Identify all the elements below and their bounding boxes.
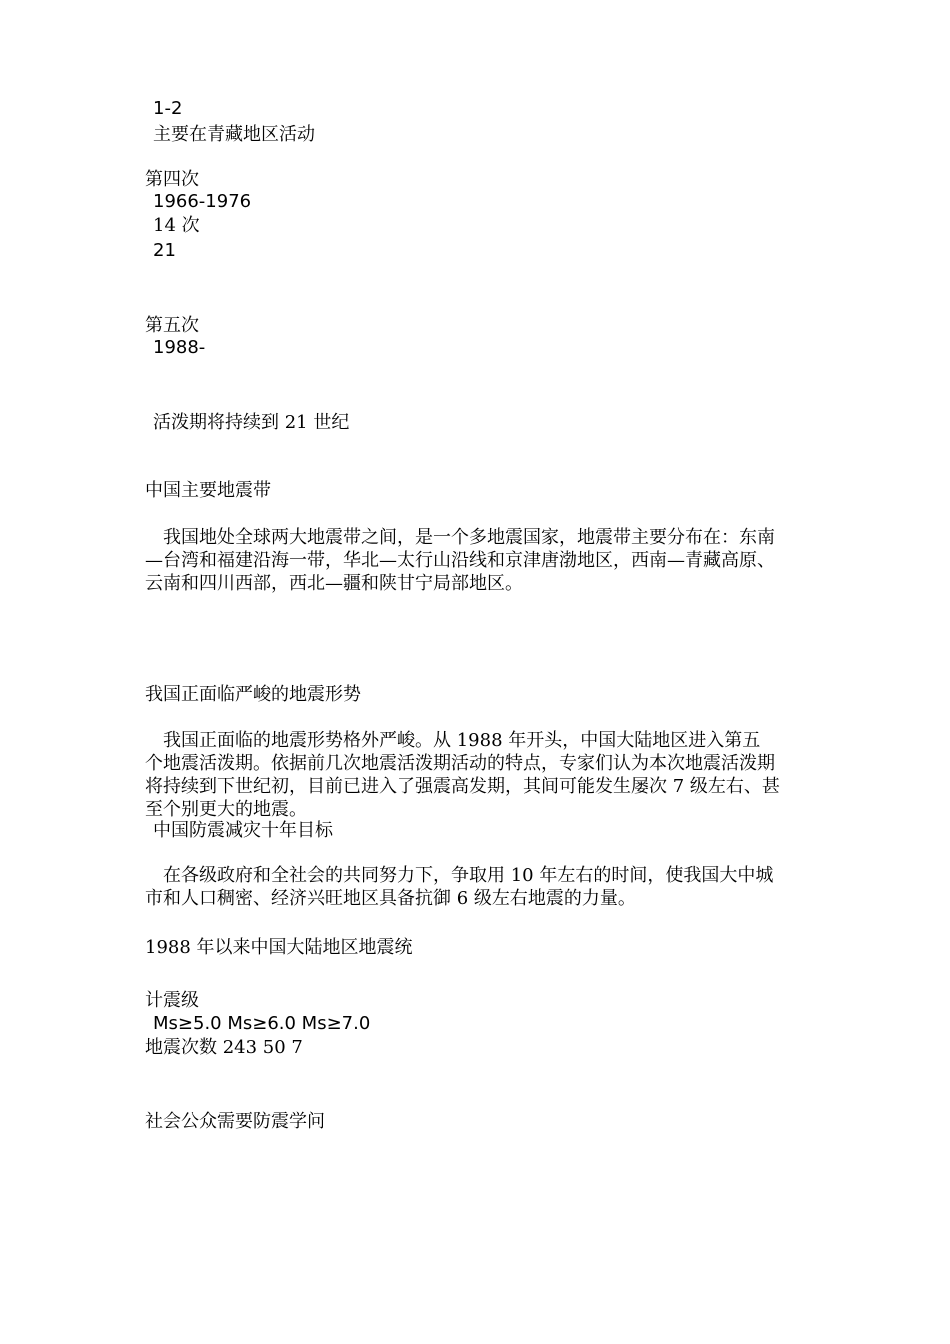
heading-ten-year-goal: 中国防震减灾十年目标: [153, 820, 333, 841]
paragraph-line: 在各级政府和全社会的共同努力下，争取用 10 年左右的时间，使我国大中城: [145, 865, 774, 886]
paragraph-line: 市和人口稠密、经济兴旺地区具备抗御 6 级左右地震的力量。: [145, 888, 636, 909]
text-qingzang-activity: 主要在青藏地区活动: [153, 124, 315, 145]
label-magnitude: 计震级: [145, 990, 199, 1011]
text-magnitude-levels: Ms≥5.0 Ms≥6.0 Ms≥7.0: [153, 1013, 371, 1034]
text-number-21: 21: [153, 240, 176, 261]
paragraph-line: 云南和四川西部，西北—疆和陕甘宁局部地区。: [145, 573, 523, 594]
paragraph-line: 我国地处全球两大地震带之间，是一个多地震国家，地震带主要分布在：东南: [145, 527, 775, 548]
text-quake-counts: 地震次数 243 50 7: [145, 1037, 303, 1058]
text-fifth-period: 第五次: [145, 315, 199, 336]
paragraph-line: 将持续到下世纪初，目前已进入了强震高发期，其间可能发生屡次 7 级左右、甚: [145, 776, 780, 797]
heading-statistics: 1988 年以来中国大陆地区地震统: [145, 937, 413, 958]
paragraph-severe-situation: [145, 729, 825, 821]
text-range-1-2: 1-2: [153, 98, 183, 119]
paragraph-line: 个地震活泼期。依据前几次地震活泼期活动的特点，专家们认为本次地震活泼期: [145, 753, 775, 774]
paragraph-line: 我国正面临的地震形势格外严峻。从 1988 年开头，中国大陆地区进入第五: [145, 730, 761, 751]
heading-public-knowledge: 社会公众需要防震学问: [145, 1111, 325, 1132]
text-fourth-period: 第四次: [145, 169, 199, 190]
text-count-14: 14 次: [153, 215, 200, 236]
paragraph-line: —台湾和福建沿海一带，华北—太行山沿线和京津唐渤地区，西南—青藏高原、: [145, 550, 775, 571]
text-active-until-21st: 活泼期将持续到 21 世纪: [153, 412, 350, 433]
paragraph-seismic-belts: [145, 526, 825, 595]
heading-main-seismic-belts: 中国主要地震带: [145, 480, 271, 501]
heading-severe-situation: 我国正面临严峻的地震形势: [145, 684, 361, 705]
paragraph-ten-year-goal: [145, 864, 825, 910]
text-years-1988: 1988-: [153, 337, 206, 358]
text-years-1966-1976: 1966-1976: [153, 191, 252, 212]
paragraph-line: 至个别更大的地震。: [145, 799, 307, 820]
